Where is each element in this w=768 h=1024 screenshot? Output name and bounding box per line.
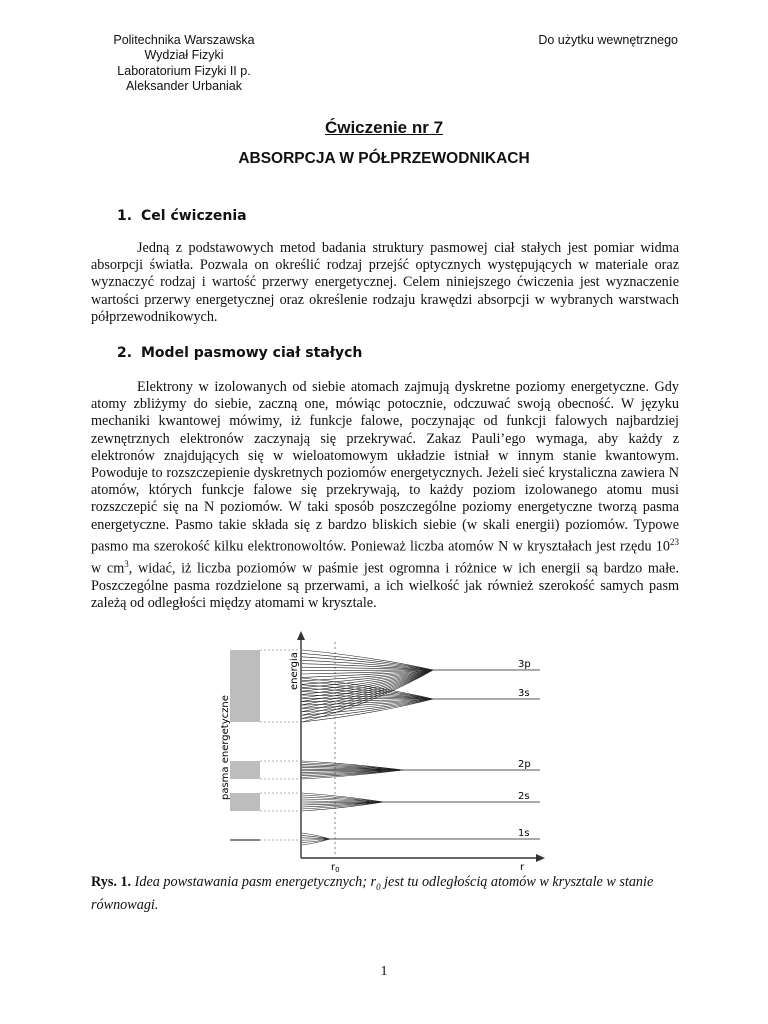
- band-2p: [230, 761, 260, 779]
- caption-text: Idea powstawania pasm energetycznych; r: [131, 874, 377, 890]
- paragraph-text: , widać, iż liczba poziomów w paśmie jest ogromna i różnice w ich energii są bardzo małe. Poszczególne pasma rozdzielone są przerwami, a ich wielkość jak również szerokość samych pasm zależą od odległości między atomami w krysztale.: [91, 560, 679, 611]
- exponent: 3: [124, 558, 129, 569]
- exponent: 23: [670, 536, 679, 547]
- paragraph-text: w cm: [91, 560, 125, 577]
- y-axis-label: energia: [289, 652, 300, 690]
- paragraph-text: Elektrony w izolowanych od siebie atomach zajmują dyskretne poziomy energetyczne. Gdy atomy zbliżymy do siebie, zaczną one, mówiąc potocznie, odczuwać swoją obecność. W języku mechaniki kwantowej mówimy, iż funkcje falowe, poczynając od funkcji falowych najbardziej zewnętrznych elektronów zaczynają się przekrywać. Zakaz Pauli’ego wymaga, aby każdy z elektronów znajdujących się w wieloatomowym układzie istniał w innym stanie kwantowym. Powoduje to rozszczepienie dyskretnych poziomów energetycznych. Jeżeli sieć krystaliczna zawiera N atomów, których funkcje falowe się przekrywają, to każdy poziom izolowanego atomu musi rozszczepić się na N poziomów. W taki sposób poszczególne poziomy energetyczne tworzą pasma energetyczne. Pasmo takie składa się z bardzo bliskich siebie (w skali energii) poziomów. Typowe pasmo ma szerokość kilku elektronowoltów. Ponieważ liczba atomów N w kryształach jest rzędu 10: [91, 379, 679, 555]
- bands-label: pasma energetyczne: [220, 695, 231, 800]
- section-title: Model pasmowy ciał stałych: [141, 345, 363, 361]
- band-formation-figure: [218, 628, 548, 873]
- caption-text: jest tu odległością atomów w krysztale w stanie równowagi.: [91, 874, 654, 913]
- section-1-heading: [117, 208, 247, 224]
- caption-label: Rys. 1.: [91, 874, 132, 890]
- x-axis-label: r: [520, 862, 525, 873]
- band-2s: [230, 793, 260, 811]
- caption-subscript: 0: [376, 881, 381, 892]
- level-label-2p: 2p: [518, 759, 531, 770]
- section-2-paragraph: [91, 379, 679, 612]
- header-line: Laboratorium Fizyki II p.: [117, 63, 251, 78]
- header-institution: [104, 33, 264, 95]
- header-line: Politechnika Warszawska: [113, 33, 255, 47]
- section-number: 2.: [117, 345, 133, 361]
- level-fans: [302, 650, 433, 845]
- band-3: [230, 650, 260, 722]
- header-note: Do użytku wewnętrznego: [538, 33, 678, 47]
- level-label-3p: 3p: [518, 659, 531, 670]
- header-line: Aleksander Urbaniak: [125, 79, 243, 94]
- figure-caption: [91, 873, 681, 914]
- r0-label: $r_0$: [331, 862, 340, 873]
- y-axis-arrow: [297, 631, 305, 640]
- level-label-2s: 2s: [518, 791, 530, 802]
- level-lines: [330, 670, 540, 839]
- section-number: 1.: [117, 208, 133, 224]
- level-label-1s: 1s: [518, 828, 530, 839]
- x-axis-arrow: [536, 854, 545, 862]
- exercise-title: Ćwiczenie nr 7: [324, 118, 444, 137]
- section-2-heading: [117, 345, 362, 361]
- header-line: Wydział Fizyki: [144, 48, 224, 63]
- page-number: 1: [380, 964, 388, 979]
- section-title: Cel ćwiczenia: [141, 208, 247, 224]
- fan-line: [302, 670, 433, 671]
- level-label-3s: 3s: [518, 688, 530, 699]
- section-1-paragraph: Jedną z podstawowych metod badania struktury pasmowej ciał stałych jest pomiar widma absorpcji światła. Pozwala on określić rodzaj przejść optycznych występujących w materiale oraz wyznaczyć rodzaj i wartość przerwy energetycznej. Celem niniejszego ćwiczenia jest wyznaczenie wartości przerwy energetycznej oraz określenie rodzaju krawędzi absorpcji w wybranych warstwach półprzewodnikowych.: [91, 240, 679, 325]
- exercise-subtitle: ABSORPCJA W PÓŁPRZEWODNIKACH: [238, 150, 530, 167]
